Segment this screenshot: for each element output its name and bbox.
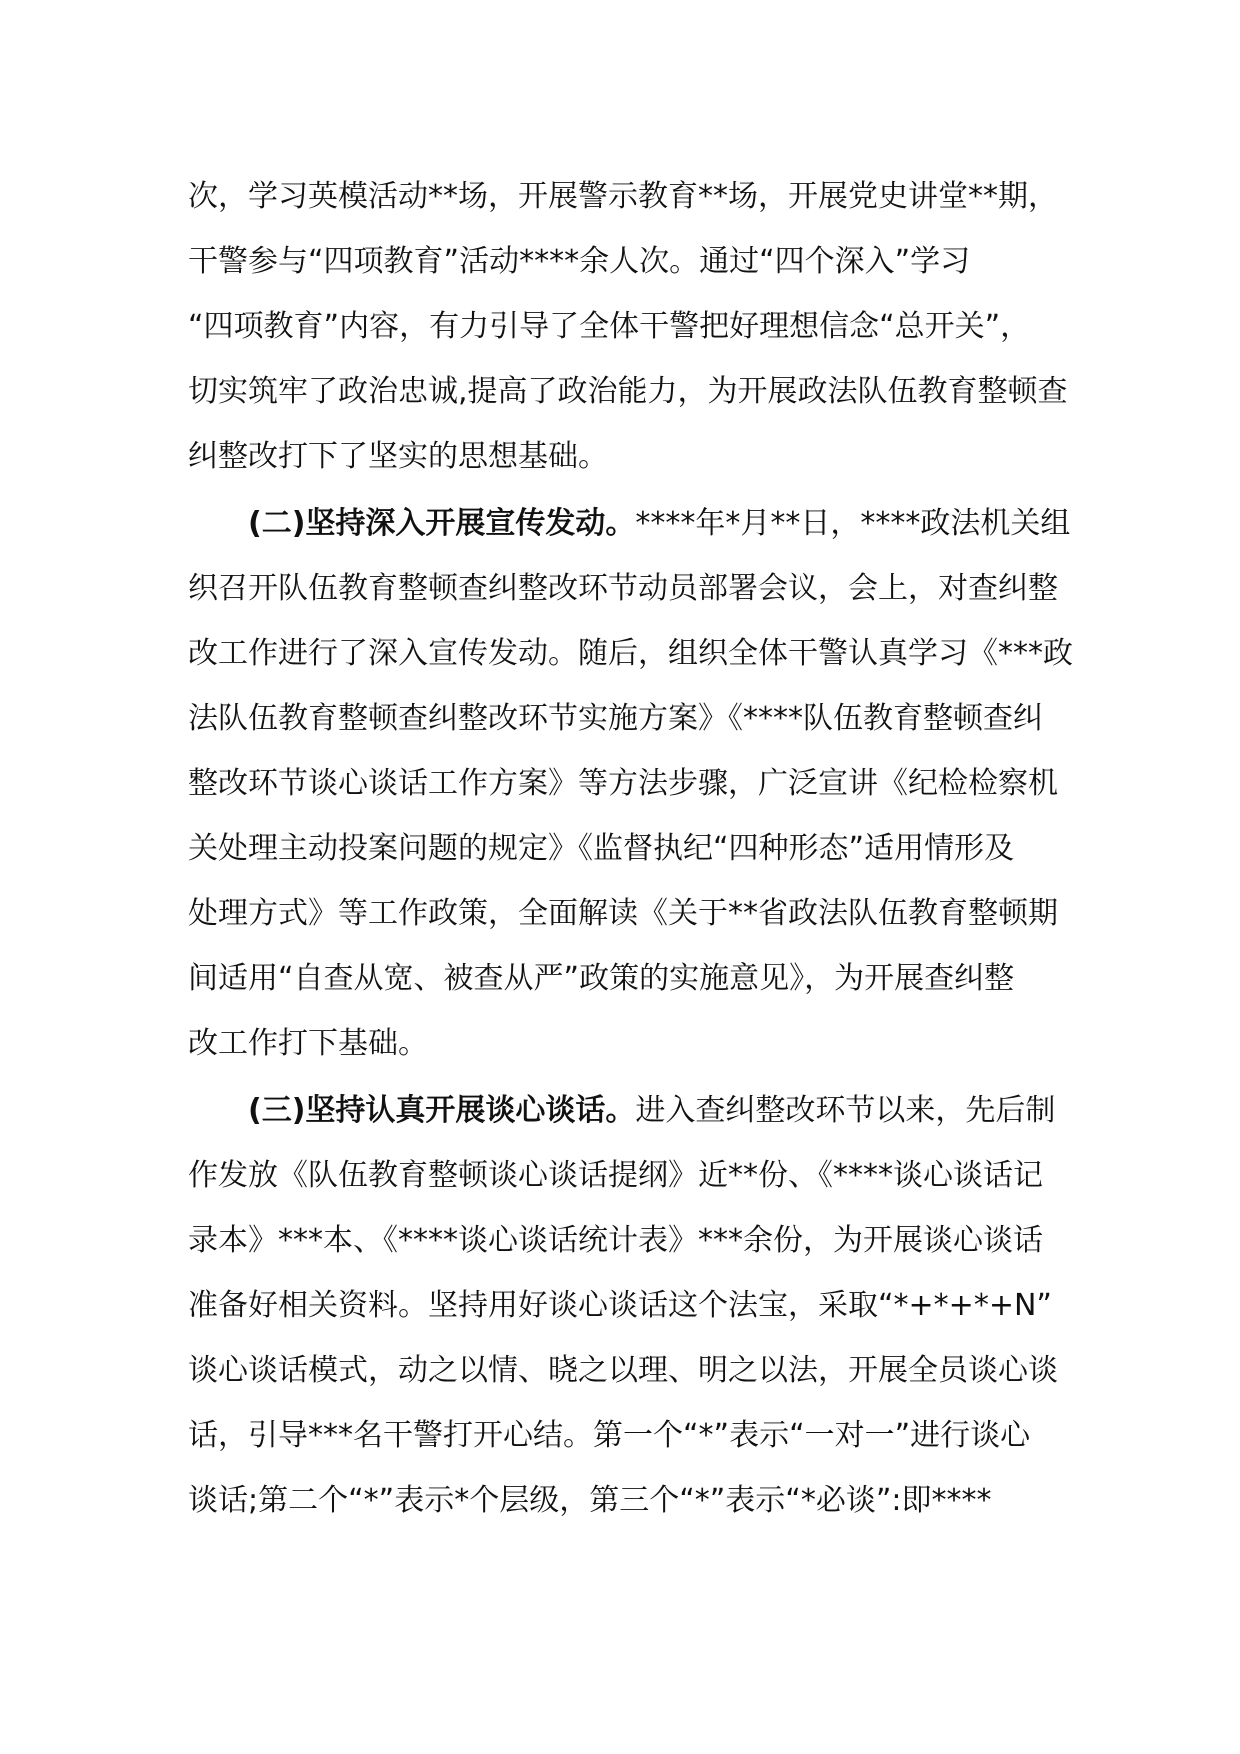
paragraph-3 xyxy=(188,1078,1068,1533)
first-line xyxy=(188,1078,1068,1143)
text-line: 谈话;第二个“*”表示*个层级，第三个“*”表示“*必谈”:即**** xyxy=(188,1483,992,1518)
text-line: 处理方式》等工作政策，全面解读《关于**省政法队伍教育整顿期 xyxy=(188,896,1058,931)
text-line: “四项教育”内容，有力引导了全体干警把好理想信念“总开关”， xyxy=(188,309,1031,344)
first-line-text: 进入查纠整改环节以来，先后制 xyxy=(635,1093,1056,1128)
text-line: 录本》***本、《****谈心谈话统计表》***余份，为开展谈心谈话 xyxy=(188,1223,1043,1258)
text-line: 织召开队伍教育整顿查纠整改环节动员部署会议，会上，对查纠整 xyxy=(188,571,1058,606)
text-line: 准备好相关资料。坚持用好谈心谈话这个法宝，采取“*+*+*+N” xyxy=(188,1288,1052,1323)
text-line: 间适用“自查从宽、被查从严”政策的实施意见》，为开展查纠整 xyxy=(188,961,1015,996)
text-line: 整改环节谈心谈话工作方案》等方法步骤，广泛宣讲《纪检检察机 xyxy=(188,766,1058,801)
text-line: 次，学习英模活动**场，开展警示教育**场，开展党史讲堂**期， xyxy=(188,179,1058,214)
document-body xyxy=(188,164,1073,1535)
text-line: 改工作进行了深入宣传发动。随后，组织全体干警认真学习《***政 xyxy=(188,636,1073,671)
text-line: 切实筑牢了政治忠诚,提高了政治能力，为开展政法队伍教育整顿查 xyxy=(188,374,1068,409)
paragraph-1 xyxy=(188,164,1068,489)
text-line: 干警参与“四项教育”活动****余人次。通过“四个深入”学习 xyxy=(188,244,971,279)
text-line: 纠整改打下了坚实的思想基础。 xyxy=(188,439,608,474)
section-heading-3: (三)坚持认真开展谈心谈话。 xyxy=(248,1093,636,1128)
text-line: 谈心谈话模式，动之以情、晓之以理、明之以法，开展全员谈心谈 xyxy=(188,1353,1058,1388)
first-line-text: ****年*月**日，****政法机关组 xyxy=(635,506,1071,541)
section-heading-2: (二)坚持深入开展宣传发动。 xyxy=(248,506,636,541)
text-line: 话，引导***名干警打开心结。第一个“*”表示“一对一”进行谈心 xyxy=(188,1418,1031,1453)
paragraph-2 xyxy=(188,491,1073,1076)
text-line: 关处理主动投案问题的规定》《监督执纪“四种形态”适用情形及 xyxy=(188,831,1015,866)
text-line: 改工作打下基础。 xyxy=(188,1026,428,1061)
first-line xyxy=(188,491,1071,556)
text-line: 法队伍教育整顿查纠整改环节实施方案》《****队伍教育整顿查纠 xyxy=(188,701,1043,736)
text-line: 作发放《队伍教育整顿谈心谈话提纲》近**份、《****谈心谈话记 xyxy=(188,1158,1043,1193)
